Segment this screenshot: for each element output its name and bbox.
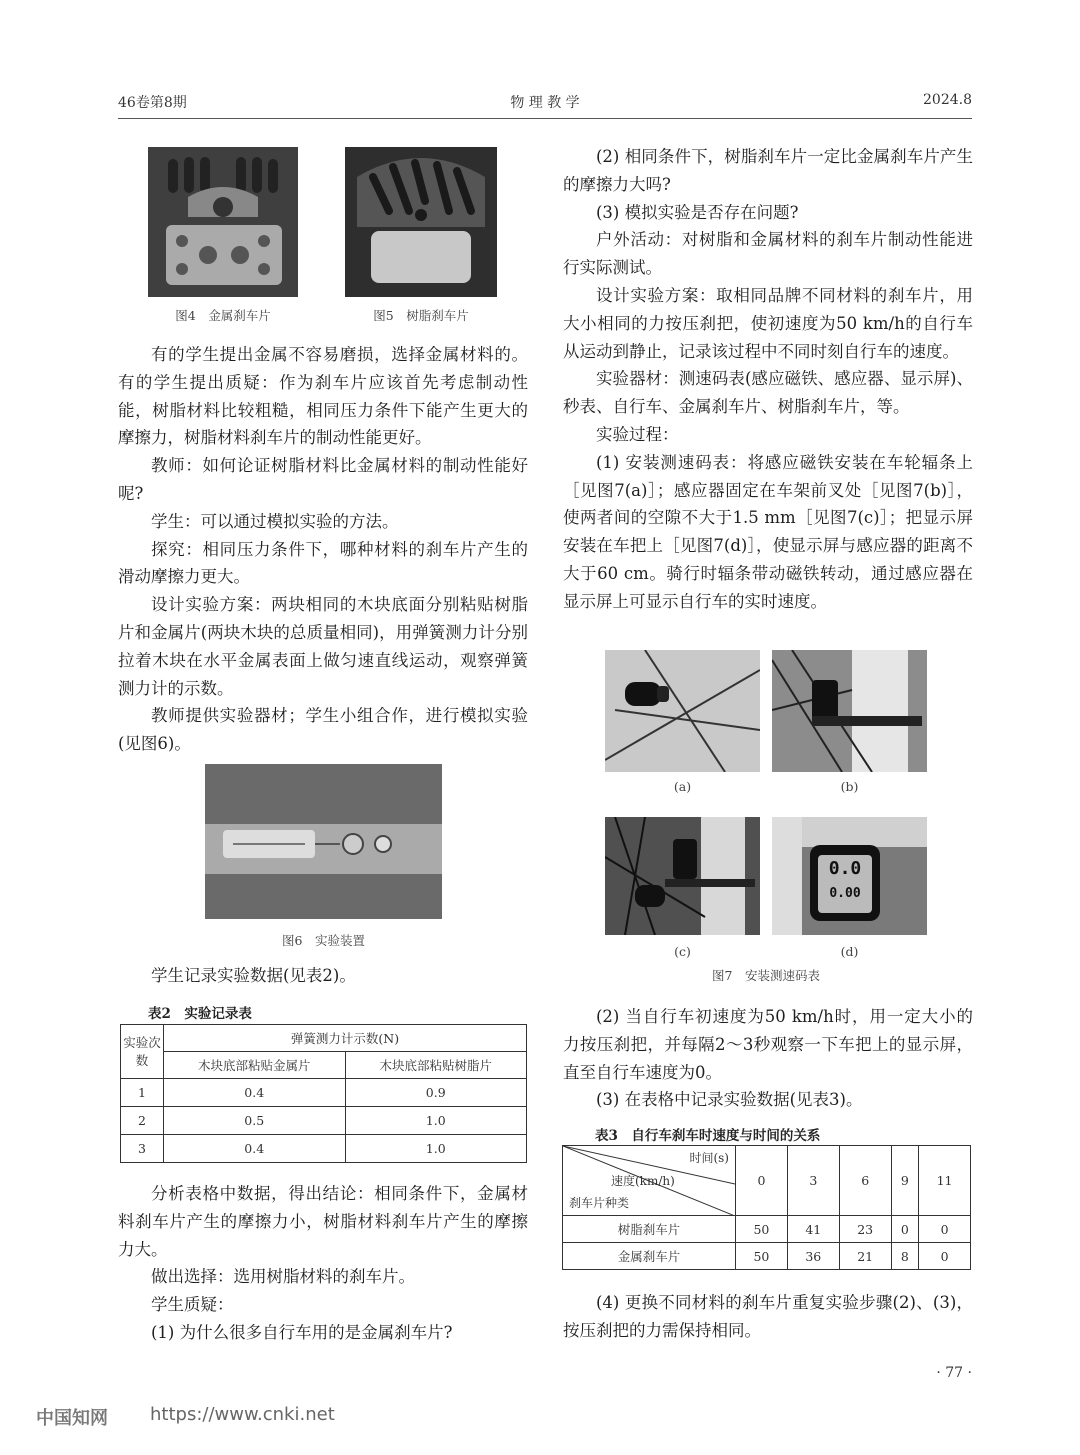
table-cell: 1.0 xyxy=(345,1135,527,1163)
table-cell: 0 xyxy=(891,1216,918,1243)
journal-issue: 46卷第8期 xyxy=(118,95,187,111)
table-cell: 21 xyxy=(839,1243,891,1270)
table3-diagonal-header xyxy=(563,1146,736,1216)
row-label: 金属刹车片 xyxy=(563,1243,736,1270)
table-row xyxy=(121,1135,527,1163)
header-rule xyxy=(118,118,972,119)
fig4-caption: 图4 金属刹车片 xyxy=(175,308,271,323)
table2 xyxy=(120,1024,527,1163)
table2-caption: 表2 实验记录表 xyxy=(148,1006,252,1022)
left-column-text-1 xyxy=(118,341,528,758)
paragraph: 分析表格中数据，得出结论：相同条件下，金属材料刹车片产生的摩擦力小，树脂材料刹车片产生的摩擦力大。 xyxy=(118,1184,528,1259)
table-cell: 0.4 xyxy=(164,1079,346,1107)
right-column-text-2 xyxy=(563,1003,973,1114)
fig7b-sensor-image xyxy=(772,650,927,772)
left-column-text-2 xyxy=(118,962,528,990)
table2-header-times: 实验次数 xyxy=(121,1025,164,1079)
fig7a-magnet-image xyxy=(605,650,760,772)
cnki-url[interactable]: https://www.cnki.net xyxy=(150,1404,335,1425)
table-row xyxy=(121,1079,527,1107)
table2-header-resin: 木块底部粘贴树脂片 xyxy=(345,1052,527,1079)
table-cell: 36 xyxy=(787,1243,839,1270)
paragraph: 学生质疑： xyxy=(151,1295,234,1315)
diag-speed-label: 速度(km/h) xyxy=(611,1174,675,1188)
table-cell: 8 xyxy=(891,1243,918,1270)
paragraph: (3) 在表格中记录实验数据(见表3)。 xyxy=(596,1090,863,1110)
time-header: 11 xyxy=(919,1146,971,1216)
paragraph: 实验器材：测速码表(感应磁铁、感应器、显示屏)、秒表、自行车、金属刹车片、树脂刹车片，等。 xyxy=(563,369,973,417)
table-cell: 23 xyxy=(839,1216,891,1243)
paragraph: (1) 安装测速码表：将感应磁铁安装在车轮辐条上［见图7(a)］；感应器固定在车架前叉处［见图7(b)］，使两者间的空隙不大于1.5 mm［见图7(c)］；把显示屏安装在车把上［见图7(d)］，使显示屏与感应器的距离不大于60 cm。骑行时辐条带动磁铁转动，通过感应器在显示屏上可显示自行车的实时速度。 xyxy=(563,452,973,611)
journal-date: 2024.8 xyxy=(923,92,972,108)
time-header: 3 xyxy=(787,1146,839,1216)
row-label: 树脂刹车片 xyxy=(563,1216,736,1243)
paragraph: 教师提供实验器材；学生小组合作，进行模拟实验(见图6)。 xyxy=(118,706,528,754)
paragraph: 学生记录实验数据(见表2)。 xyxy=(151,966,356,985)
table2-header-metal: 木块底部粘贴金属片 xyxy=(164,1052,346,1079)
paragraph: 探究：相同压力条件下，哪种材料的刹车片产生的滑动摩擦力更大。 xyxy=(118,539,528,587)
diag-time-label: 时间(s) xyxy=(689,1151,729,1165)
right-column-text-1 xyxy=(563,143,973,616)
fig7a-label: (a) xyxy=(673,779,692,794)
experiment-setup-image xyxy=(205,764,442,919)
display-time-value: 0.00 xyxy=(829,886,861,901)
table-cell: 1.0 xyxy=(345,1107,527,1135)
table-cell: 2 xyxy=(121,1107,164,1135)
display-speed-value: 0.0 xyxy=(828,858,862,879)
fig6-caption: 图6 实验装置 xyxy=(282,933,365,948)
paragraph: 教师：如何论证树脂材料比金属材料的制动性能好呢? xyxy=(118,456,528,503)
page-number: · 77 · xyxy=(936,1365,972,1381)
table-row xyxy=(563,1243,971,1270)
table2-header-group: 弹簧测力计示数(N) xyxy=(164,1025,527,1052)
fig7-caption: 图7 安装测速码表 xyxy=(712,968,820,983)
table-cell: 1 xyxy=(121,1079,164,1107)
time-header: 6 xyxy=(839,1146,891,1216)
right-column-text-3 xyxy=(563,1289,973,1345)
speed-display-readout xyxy=(818,855,872,913)
fig5-caption: 图5 树脂刹车片 xyxy=(373,308,469,323)
paragraph: (1) 为什么很多自行车用的是金属刹车片? xyxy=(151,1322,453,1342)
paragraph: 实验过程： xyxy=(596,424,679,444)
resin-brake-pad-image xyxy=(345,147,497,297)
fig7c-gap-image xyxy=(605,817,760,935)
paragraph: 做出选择：选用树脂材料的刹车片。 xyxy=(151,1267,415,1287)
table-cell: 0.4 xyxy=(164,1135,346,1163)
paragraph: (4) 更换不同材料的刹车片重复实验步骤(2)、(3)，按压刹把的力需保持相同。 xyxy=(563,1293,973,1340)
table-cell: 0 xyxy=(919,1216,971,1243)
fig7d-display-image xyxy=(772,817,927,935)
table3-caption: 表3 自行车刹车时速度与时间的关系 xyxy=(595,1128,821,1144)
paragraph: 有的学生提出金属不容易磨损，选择金属材料的。有的学生提出质疑：作为刹车片应该首先考虑制动性能，树脂材料比较粗糙，相同压力条件下能产生更大的摩擦力，树脂材料刹车片的制动性能更好。 xyxy=(118,345,528,448)
table-row xyxy=(121,1107,527,1135)
paragraph: 设计实验方案：两块相同的木块底面分别粘贴树脂片和金属片(两块木块的总质量相同)，用弹簧测力计分别拉着木块在水平金属表面上做匀速直线运动，观察弹簧测力计的示数。 xyxy=(118,595,528,698)
journal-title: 物 理 教 学 xyxy=(510,95,580,111)
paragraph: 设计实验方案：取相同品牌不同材料的刹车片，用大小相同的力按压刹把，使初速度为50 km/h的自行车从运动到静止，记录该过程中不同时刻自行车的速度。 xyxy=(563,285,973,361)
metal-brake-pad-image xyxy=(148,147,298,297)
table-cell: 0 xyxy=(919,1243,971,1270)
cnki-logo: 中国知网 xyxy=(36,1408,108,1429)
table-cell: 0.9 xyxy=(345,1079,527,1107)
paragraph: 学生：可以通过模拟实验的方法。 xyxy=(151,511,399,531)
fig7b-label: (b) xyxy=(840,779,859,794)
table-cell: 3 xyxy=(121,1135,164,1163)
table-row xyxy=(563,1216,971,1243)
paragraph: (3) 模拟实验是否存在问题? xyxy=(596,202,799,222)
time-header: 0 xyxy=(736,1146,788,1216)
table-cell: 50 xyxy=(736,1216,788,1243)
table3 xyxy=(562,1145,971,1270)
table-cell: 0.5 xyxy=(164,1107,346,1135)
table-cell: 41 xyxy=(787,1216,839,1243)
fig7c-label: (c) xyxy=(674,944,691,959)
paragraph: 户外活动：对树脂和金属材料的刹车片制动性能进行实际测试。 xyxy=(563,230,973,278)
fig7d-label: (d) xyxy=(840,944,859,959)
left-column-text-3 xyxy=(118,1180,528,1347)
diag-type-label: 刹车片种类 xyxy=(569,1196,630,1210)
paragraph: (2) 相同条件下，树脂刹车片一定比金属刹车片产生的摩擦力大吗? xyxy=(563,147,973,194)
table-cell: 50 xyxy=(736,1243,788,1270)
paragraph: (2) 当自行车初速度为50 km/h时，用一定大小的力按压刹把，并每隔2～3秒观察一下车把上的显示屏，直至自行车速度为0。 xyxy=(563,1007,973,1082)
time-header: 9 xyxy=(891,1146,918,1216)
